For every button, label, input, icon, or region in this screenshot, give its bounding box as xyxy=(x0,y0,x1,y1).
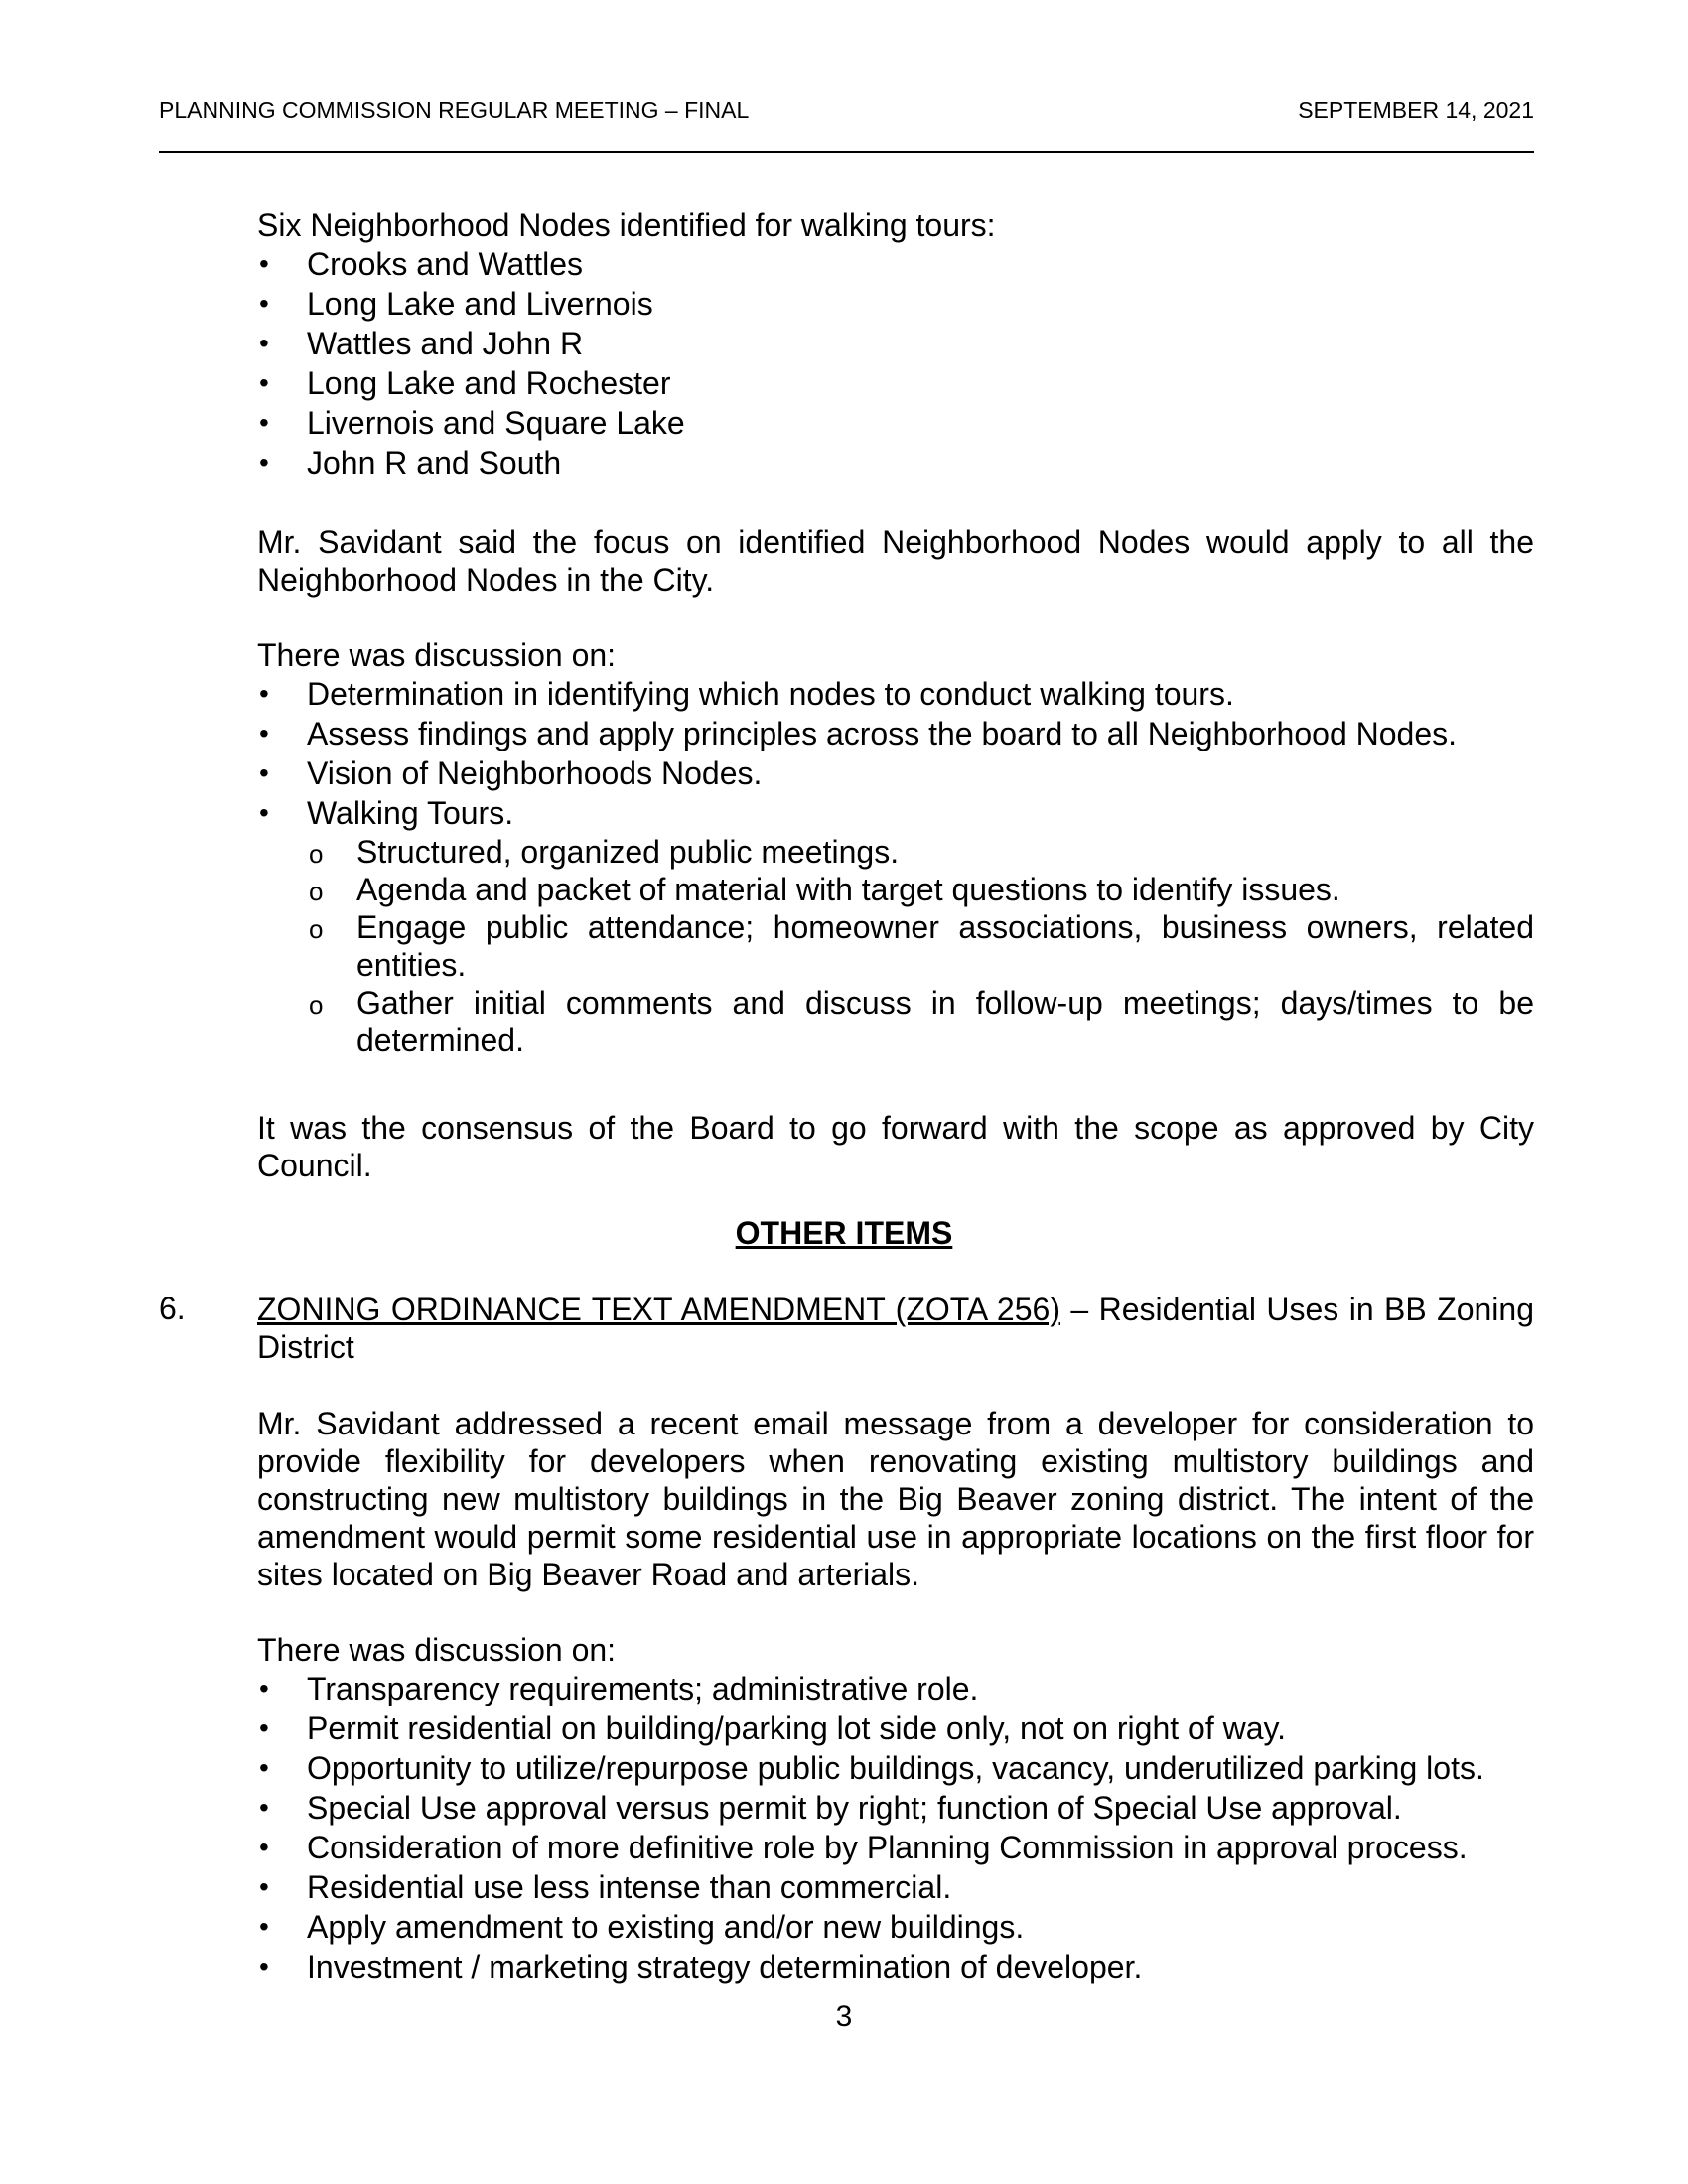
discussion-intro: There was discussion on: xyxy=(257,1632,617,1668)
list-item: • Permit residential on building/parking lot side only, not on right of way. xyxy=(257,1708,1534,1748)
item-6-paragraph: Mr. Savidant addressed a recent email message from a developer for consideration to provide flexibility for developers when renovating existing multistory buildings and constructing new multistory buildings in the Big Beaver zoning district. The intent of the amendment would permit some residential use in appropriate locations on the first floor for sites located on Big Beaver Road and arterials. xyxy=(257,1406,1534,1592)
nodes-intro: Six Neighborhood Nodes identified for walking tours: xyxy=(257,207,996,243)
sub-list-item: o Engage public attendance; homeowner associations, business owners, related entities. xyxy=(257,908,1534,984)
list-item: • Long Lake and Livernois xyxy=(257,284,1534,324)
header-date: SEPTEMBER 14, 2021 xyxy=(1298,97,1534,123)
item-6-title-rest: – Residential Uses in BB Zoning District xyxy=(257,1292,1535,1365)
header-title: PLANNING COMMISSION REGULAR MEETING – FINAL xyxy=(159,97,750,123)
sub-list-item: o Structured, organized public meetings. xyxy=(257,833,1534,871)
list-item: • Transparency requirements; administrative role. xyxy=(257,1669,1534,1708)
walking-tours-sublist xyxy=(257,833,1534,1059)
list-item: • Apply amendment to existing and/or new buildings. xyxy=(257,1907,1534,1947)
list-item: • Crooks and Wattles xyxy=(257,244,1534,284)
item-6-body xyxy=(257,1405,1534,1593)
sub-list-item: o Agenda and packet of material with target questions to identify issues. xyxy=(257,871,1534,908)
list-item: • Livernois and Square Lake xyxy=(257,403,1534,443)
list-item: • Opportunity to utilize/repurpose public buildings, vacancy, underutilized parking lots. xyxy=(257,1748,1534,1788)
page-number: 3 xyxy=(835,2000,853,2033)
item-6-title xyxy=(257,1291,1534,1366)
discussion-list-1 xyxy=(257,674,1534,833)
list-item: • Investment / marketing strategy determination of developer. xyxy=(257,1947,1534,1986)
list-item: • Residential use less intense than commercial. xyxy=(257,1867,1534,1907)
item-6-section xyxy=(257,1291,1534,1366)
nodes-section xyxy=(257,206,1534,482)
item-6-title-main: ZONING ORDINANCE TEXT AMENDMENT (ZOTA 256) xyxy=(257,1292,1060,1327)
other-items-heading: OTHER ITEMS xyxy=(735,1215,953,1251)
consensus-paragraph: It was the consensus of the Board to go forward with the scope as approved by City Council. xyxy=(257,1110,1534,1183)
list-item: • John R and South xyxy=(257,443,1534,482)
discussion-intro: There was discussion on: xyxy=(257,637,617,673)
consensus-section xyxy=(257,1109,1534,1184)
list-item: • Long Lake and Rochester xyxy=(257,363,1534,403)
discussion-section-1 xyxy=(257,636,1534,1059)
nodes-list xyxy=(257,244,1534,482)
discussion-section-2 xyxy=(257,1631,1534,1986)
focus-section xyxy=(257,523,1534,599)
page-header xyxy=(159,97,1534,153)
discussion-list-2 xyxy=(257,1669,1534,1986)
item-number: 6. xyxy=(159,1291,186,1326)
list-item: • Consideration of more definitive role by Planning Commission in approval process. xyxy=(257,1828,1534,1867)
walking-tours-label: Walking Tours. xyxy=(307,795,514,831)
list-item: • Special Use approval versus permit by right; function of Special Use approval. xyxy=(257,1788,1534,1828)
list-item: • Wattles and John R xyxy=(257,324,1534,363)
list-item: • Vision of Neighborhoods Nodes. xyxy=(257,753,1534,793)
list-item xyxy=(257,793,1534,833)
sub-list-item: o Gather initial comments and discuss in follow-up meetings; days/times to be determined. xyxy=(257,984,1534,1059)
focus-paragraph: Mr. Savidant said the focus on identified Neighborhood Nodes would apply to all the Neighborhood Nodes in the City. xyxy=(257,524,1534,598)
list-item: • Assess findings and apply principles across the board to all Neighborhood Nodes. xyxy=(257,714,1534,753)
list-item: • Determination in identifying which nodes to conduct walking tours. xyxy=(257,674,1534,714)
